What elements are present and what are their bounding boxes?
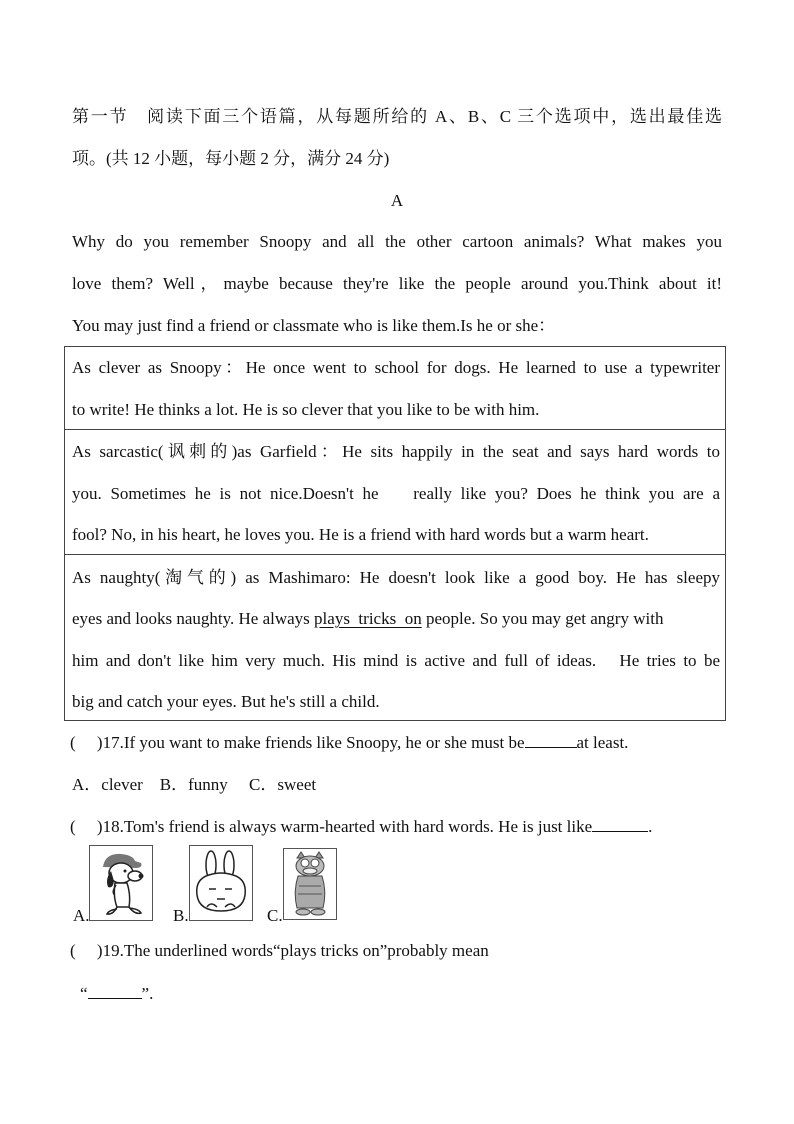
question-19-stem: ( )19.The underlined words“plays tricks on”probably mean <box>70 941 489 960</box>
mashimaro-line-3: him and don't like him very much. His mind is active and full of ideas. He tries to be <box>72 651 720 670</box>
question-19-answer <box>80 983 730 1005</box>
snoopy-icon <box>89 845 153 921</box>
intro-line-2: love them? Well，maybe because they're like the people around you.Think about it! <box>72 274 722 293</box>
mashimaro-line-2-end: people. So you may get angry with <box>421 609 664 628</box>
passage-label: A <box>390 191 404 210</box>
option-a-image[interactable] <box>89 845 153 921</box>
option-a-label: A. <box>73 906 90 925</box>
question-17-stem-end: at least. <box>576 733 629 752</box>
table-divider-2 <box>64 554 726 555</box>
garfield-cat-icon <box>283 848 337 920</box>
question-18-stem-end: . <box>648 817 653 836</box>
option-c-image[interactable] <box>283 848 337 920</box>
mashimaro-rabbit-icon <box>189 845 253 921</box>
question-17-stem: ( )17.If you want to make friends like Snoopy, he or she must be <box>70 733 525 752</box>
snoopy-line-2: to write! He thinks a lot. He is so clever that you like to be with him. <box>72 400 540 419</box>
mashimaro-line-2-start: eyes and looks naughty. He always <box>72 609 315 628</box>
option-b-image[interactable] <box>189 845 253 921</box>
option-b-label: B. <box>173 906 189 925</box>
question-17 <box>70 732 720 754</box>
question-18 <box>70 816 720 838</box>
close-quote: ”. <box>141 984 154 1003</box>
answer-blank-18[interactable] <box>592 816 648 832</box>
question-17-options: A．clever B．funny C．sweet <box>72 775 317 794</box>
intro-line-1: Why do you remember Snoopy and all the other cartoon animals? What makes you <box>72 232 722 251</box>
answer-blank-17[interactable] <box>525 732 577 748</box>
underlined-phrase: plays tricks on <box>314 609 422 628</box>
answer-blank-19[interactable] <box>88 983 142 999</box>
snoopy-line-1: As clever as Snoopy：He once went to school for dogs. He learned to use a typewriter <box>72 358 720 377</box>
character-table <box>64 346 726 721</box>
garfield-line-3: fool? No, in his heart, he loves you. He is a friend with hard words but a warm heart. <box>72 525 649 544</box>
garfield-line-2: you. Sometimes he is not nice.Doesn't he really like you? Does he think you are a <box>72 484 720 503</box>
section-instructions-line-2: 项。(共 12 小题，每小题 2 分，满分 24 分) <box>72 149 390 168</box>
mashimaro-line-2 <box>72 608 720 630</box>
question-18-stem: ( )18.Tom's friend is always warm-hearted with hard words. He is just like <box>70 817 593 836</box>
mashimaro-line-1: As naughty(淘气的) as Mashimaro: He doesn't look like a good boy. He has sleepy <box>72 568 720 587</box>
mashimaro-line-4: big and catch your eyes. But he's still a child. <box>72 692 380 711</box>
garfield-line-1: As sarcastic(讽刺的)as Garfield：He sits happily in the seat and says hard words to <box>72 442 720 461</box>
section-instructions-line-1: 第一节 阅读下面三个语篇，从每题所给的 A、B、C 三个选项中，选出最佳选 <box>72 107 722 126</box>
option-c-label: C. <box>267 906 283 925</box>
table-divider-1 <box>64 429 726 430</box>
intro-line-3: You may just find a friend or classmate who is like them.Is he or she： <box>72 316 556 335</box>
open-quote: “ <box>80 984 88 1003</box>
